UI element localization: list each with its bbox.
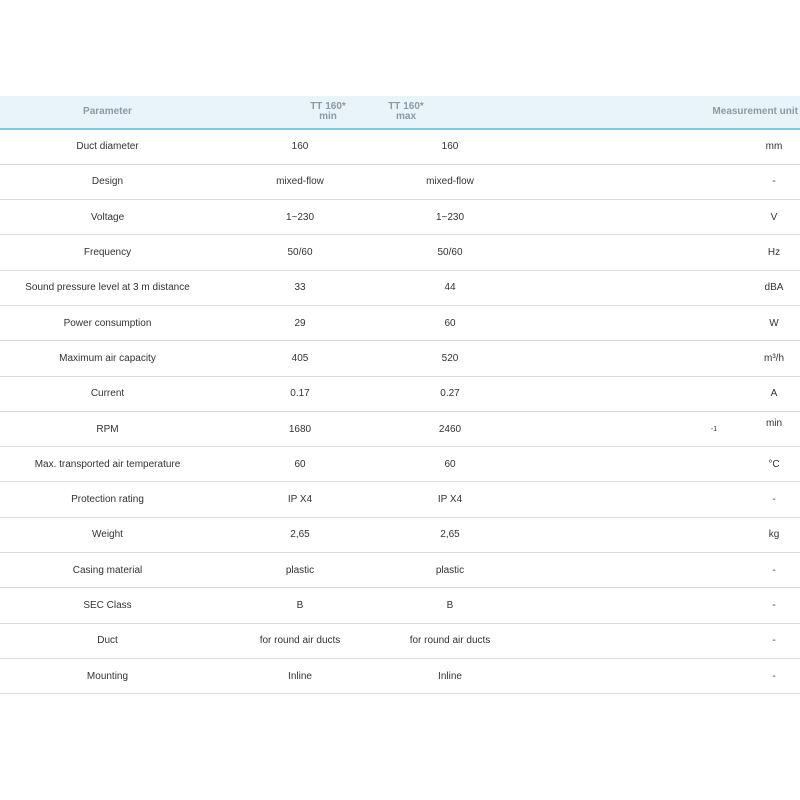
cell-min-value: 405 — [291, 352, 309, 364]
cell-max-value: 2,65 — [440, 529, 460, 541]
header-model-min-line2: min — [319, 111, 337, 122]
cell-unit — [568, 164, 800, 199]
cell-parameter: Weight — [0, 517, 215, 552]
cell-unit — [568, 341, 800, 376]
cell-unit-value — [684, 670, 776, 682]
cell-min — [215, 200, 360, 235]
cell-max — [360, 270, 568, 305]
cell-parameter: Duct — [0, 623, 215, 658]
cell-max-value: 60 — [444, 317, 456, 329]
cell-min-value: plastic — [285, 564, 315, 576]
cell-min — [215, 235, 360, 270]
cell-parameter: Current — [0, 376, 215, 411]
table-row — [0, 235, 800, 270]
header-model-min-line1: TT 160* — [310, 101, 346, 112]
cell-unit-text: °C — [768, 458, 780, 470]
cell-max — [360, 447, 568, 482]
cell-unit-superscript: -1 — [710, 426, 718, 434]
header-model-min — [215, 96, 360, 129]
cell-min — [215, 482, 360, 517]
cell-unit-text: - — [772, 635, 776, 647]
cell-max — [360, 129, 568, 164]
cell-unit-text: min — [765, 418, 783, 430]
cell-max-value: IP X4 — [437, 494, 463, 506]
cell-max — [360, 553, 568, 588]
cell-min — [215, 553, 360, 588]
cell-unit — [568, 482, 800, 517]
cell-parameter: SEC Class — [0, 588, 215, 623]
cell-max-value: 50/60 — [437, 247, 463, 259]
cell-max — [360, 517, 568, 552]
cell-unit-text: A — [770, 388, 778, 400]
cell-max — [360, 376, 568, 411]
cell-unit — [568, 376, 800, 411]
cell-unit-value — [684, 529, 780, 541]
table-row — [0, 588, 800, 623]
cell-unit-value — [684, 317, 779, 329]
cell-unit-value — [684, 247, 781, 259]
cell-max-value: plastic — [435, 564, 465, 576]
cell-unit-text: V — [770, 211, 778, 223]
cell-min-value: for round air ducts — [259, 635, 341, 647]
table-row — [0, 164, 800, 199]
cell-unit-text: Hz — [767, 247, 781, 259]
cell-unit-value — [684, 211, 778, 223]
cell-min — [215, 447, 360, 482]
cell-unit-value — [684, 141, 783, 153]
cell-max-value: B — [446, 600, 454, 611]
header-parameter-label: Parameter — [83, 106, 132, 117]
cell-unit — [568, 588, 800, 623]
cell-unit-value — [684, 418, 783, 440]
cell-min — [215, 588, 360, 623]
cell-min-value: mixed-flow — [276, 176, 324, 188]
cell-unit-text: - — [772, 494, 776, 506]
cell-min-value: IP X4 — [287, 494, 313, 506]
cell-unit-text: - — [772, 600, 776, 611]
cell-max — [360, 200, 568, 235]
cell-max-value: 60 — [444, 458, 456, 470]
table-row — [0, 411, 800, 446]
cell-min-value: 0.17 — [290, 388, 310, 400]
cell-unit-value — [684, 564, 776, 576]
cell-min — [215, 270, 360, 305]
cell-unit — [568, 411, 800, 446]
header-model-max-label — [376, 102, 436, 122]
cell-min — [215, 129, 360, 164]
cell-parameter: Max. transported air temperature — [0, 447, 215, 482]
cell-max-value: 1~230 — [435, 211, 465, 223]
header-model-max — [360, 96, 568, 129]
cell-unit-value — [684, 176, 776, 188]
cell-unit-text: - — [772, 670, 776, 682]
cell-max-value: 0.27 — [440, 388, 460, 400]
cell-max-value: Inline — [438, 670, 462, 682]
cell-unit-text: m³/h — [764, 352, 784, 364]
cell-min — [215, 305, 360, 340]
cell-unit — [568, 517, 800, 552]
cell-min-value: 2,65 — [290, 529, 310, 541]
cell-parameter: Duct diameter — [0, 129, 215, 164]
cell-parameter: Mounting — [0, 658, 215, 693]
cell-max-value: for round air ducts — [409, 635, 491, 647]
header-measurement-unit — [568, 96, 800, 129]
cell-max — [360, 305, 568, 340]
cell-unit-value — [684, 388, 778, 400]
cell-max-value: 160 — [441, 141, 459, 153]
cell-min — [215, 623, 360, 658]
table-row — [0, 270, 800, 305]
cell-min — [215, 164, 360, 199]
cell-min-value: 50/60 — [287, 247, 313, 259]
table-body — [0, 129, 800, 694]
cell-max — [360, 482, 568, 517]
header-model-max-line1: TT 160* — [388, 101, 424, 112]
cell-unit-value — [684, 282, 784, 294]
cell-parameter: Power consumption — [0, 305, 215, 340]
cell-min-value: 33 — [294, 282, 306, 294]
cell-unit-value — [684, 352, 784, 364]
cell-min-value: 60 — [294, 458, 306, 470]
cell-min — [215, 517, 360, 552]
cell-unit-text: dBA — [764, 282, 784, 294]
cell-max — [360, 658, 568, 693]
cell-max — [360, 235, 568, 270]
cell-unit — [568, 623, 800, 658]
table-row — [0, 200, 800, 235]
table-header — [0, 96, 800, 129]
cell-unit — [568, 200, 800, 235]
cell-min — [215, 376, 360, 411]
table-row — [0, 553, 800, 588]
cell-min-value: 160 — [291, 141, 309, 153]
table-row — [0, 447, 800, 482]
cell-unit — [568, 658, 800, 693]
cell-parameter: RPM — [0, 411, 215, 446]
cell-max-value: 520 — [441, 352, 459, 364]
cell-unit — [568, 447, 800, 482]
cell-max — [360, 411, 568, 446]
cell-min-value: 1680 — [288, 423, 312, 435]
cell-max — [360, 164, 568, 199]
table-row — [0, 517, 800, 552]
cell-unit-value — [684, 600, 776, 611]
cell-unit — [568, 235, 800, 270]
table-row — [0, 305, 800, 340]
header-parameter — [0, 96, 215, 129]
header-model-min-label — [298, 102, 358, 122]
cell-max — [360, 588, 568, 623]
table-row — [0, 376, 800, 411]
cell-max-value: mixed-flow — [426, 176, 474, 188]
cell-min-value: 29 — [294, 317, 306, 329]
header-measurement-unit-label: Measurement unit — [712, 106, 798, 117]
cell-max-value: 44 — [444, 282, 456, 294]
cell-parameter: Protection rating — [0, 482, 215, 517]
cell-unit — [568, 305, 800, 340]
table-row — [0, 341, 800, 376]
header-row — [0, 96, 800, 129]
cell-parameter: Frequency — [0, 235, 215, 270]
cell-parameter: Maximum air capacity — [0, 341, 215, 376]
specifications-table — [0, 96, 800, 694]
cell-min — [215, 341, 360, 376]
cell-unit-text: kg — [768, 529, 780, 541]
table-row — [0, 623, 800, 658]
cell-min — [215, 658, 360, 693]
cell-min-value: B — [296, 600, 304, 611]
cell-parameter: Design — [0, 164, 215, 199]
cell-parameter: Casing material — [0, 553, 215, 588]
cell-max — [360, 623, 568, 658]
cell-unit-value — [684, 635, 776, 647]
header-model-max-line2: max — [395, 111, 416, 122]
cell-unit-value — [684, 494, 776, 506]
table-row — [0, 129, 800, 164]
cell-max-value: 2460 — [438, 423, 462, 435]
table-row — [0, 658, 800, 693]
cell-unit — [568, 553, 800, 588]
cell-unit — [568, 270, 800, 305]
cell-max — [360, 341, 568, 376]
cell-unit-text: mm — [765, 141, 783, 153]
cell-unit-value — [684, 458, 780, 470]
cell-min-value: Inline — [288, 670, 312, 682]
cell-parameter: Sound pressure level at 3 m distance — [0, 270, 215, 305]
cell-parameter: Voltage — [0, 200, 215, 235]
cell-unit-text: W — [769, 317, 779, 329]
table-row — [0, 482, 800, 517]
cell-unit — [568, 129, 800, 164]
cell-min — [215, 411, 360, 446]
cell-unit-text: - — [772, 176, 776, 188]
cell-min-value: 1~230 — [285, 211, 315, 223]
cell-unit-text: - — [772, 564, 776, 576]
